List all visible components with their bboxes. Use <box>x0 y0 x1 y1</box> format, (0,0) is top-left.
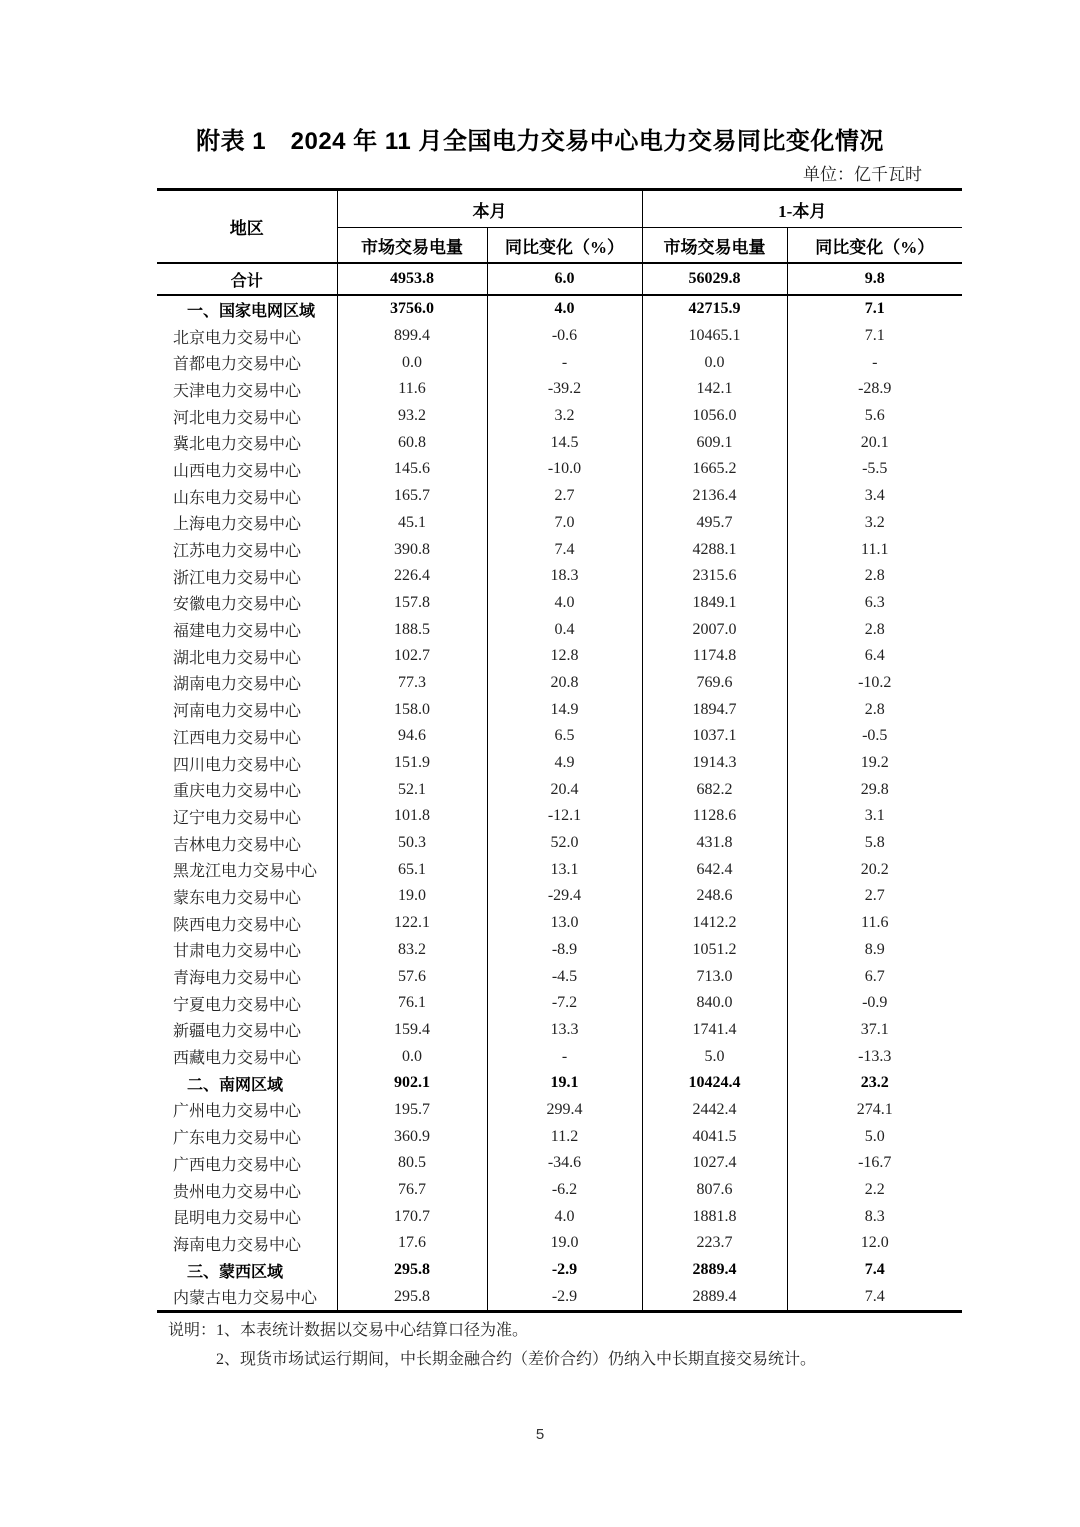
cumulative-volume-cell: 840.0 <box>642 990 787 1017</box>
table-row <box>157 295 962 323</box>
table-row <box>157 1203 962 1230</box>
month-yoy-cell: - <box>487 349 642 376</box>
month-volume-cell: 0.0 <box>337 349 487 376</box>
table-row <box>157 723 962 750</box>
table-row <box>157 830 962 857</box>
note-line: 2、现货市场试运行期间，中长期金融合约（差价合约）仍纳入中长期直接交易统计。 <box>216 1351 817 1368</box>
cumulative-volume-cell: 1881.8 <box>642 1203 787 1230</box>
cumulative-yoy-cell: 7.4 <box>787 1257 962 1284</box>
cumulative-volume-cell: 495.7 <box>642 510 787 537</box>
table-row <box>157 937 962 964</box>
month-yoy-cell: -6.2 <box>487 1177 642 1204</box>
cumulative-yoy-cell: 2.8 <box>787 616 962 643</box>
cumulative-yoy-cell: 11.1 <box>787 536 962 563</box>
region-cell: 河北电力交易中心 <box>173 409 302 427</box>
cumulative-volume-cell: 10424.4 <box>642 1070 787 1097</box>
month-volume-cell: 295.8 <box>337 1283 487 1311</box>
cumulative-yoy-cell: 20.2 <box>787 856 962 883</box>
table-row <box>157 563 962 590</box>
cumulative-volume-cell: 2007.0 <box>642 616 787 643</box>
region-cell: 陕西电力交易中心 <box>173 916 302 934</box>
cumulative-yoy-cell: 7.1 <box>787 295 962 323</box>
month-yoy-cell: 11.2 <box>487 1123 642 1150</box>
month-yoy-cell: 4.0 <box>487 1203 642 1230</box>
month-volume-cell: 76.7 <box>337 1177 487 1204</box>
table-row <box>157 483 962 510</box>
cumulative-volume-cell: 56029.8 <box>642 263 787 295</box>
page-number: 5 <box>535 1426 545 1443</box>
cumulative-yoy-cell: 5.6 <box>787 403 962 430</box>
cumulative-yoy-cell: 2.2 <box>787 1177 962 1204</box>
region-cell: 三、蒙西区域 <box>187 1263 284 1281</box>
cumulative-volume-cell: 1128.6 <box>642 803 787 830</box>
cumulative-yoy-cell: -13.3 <box>787 1043 962 1070</box>
cumulative-volume-cell: 431.8 <box>642 830 787 857</box>
month-volume-cell: 52.1 <box>337 776 487 803</box>
cumulative-yoy-cell: -0.9 <box>787 990 962 1017</box>
cumulative-yoy-cell: 2.8 <box>787 563 962 590</box>
cumulative-volume-cell: 642.4 <box>642 856 787 883</box>
cumulative-volume-cell: 1412.2 <box>642 910 787 937</box>
month-volume-cell: 0.0 <box>337 1043 487 1070</box>
month-volume-cell: 45.1 <box>337 510 487 537</box>
cumulative-yoy-cell: 7.1 <box>787 323 962 350</box>
cumulative-volume-cell: 1894.7 <box>642 696 787 723</box>
cumulative-yoy-cell: 3.4 <box>787 483 962 510</box>
month-yoy-cell: -29.4 <box>487 883 642 910</box>
cumulative-volume-cell: 1037.1 <box>642 723 787 750</box>
region-cell: 广东电力交易中心 <box>173 1130 302 1148</box>
table-row <box>157 429 962 456</box>
cumulative-yoy-cell: 37.1 <box>787 1017 962 1044</box>
cumulative-yoy-cell: 3.1 <box>787 803 962 830</box>
table-row <box>157 376 962 403</box>
month-yoy-cell: 14.9 <box>487 696 642 723</box>
month-volume-cell: 60.8 <box>337 429 487 456</box>
month-volume-cell: 102.7 <box>337 643 487 670</box>
region-cell: 宁夏电力交易中心 <box>173 996 302 1014</box>
region-cell: 合计 <box>157 263 337 295</box>
cumulative-yoy-cell: 12.0 <box>787 1230 962 1257</box>
month-yoy-cell: -10.0 <box>487 456 642 483</box>
region-cell: 首都电力交易中心 <box>173 356 302 374</box>
month-volume-cell: 165.7 <box>337 483 487 510</box>
table-row <box>157 1150 962 1177</box>
table-row <box>157 750 962 777</box>
cumulative-yoy-cell: 6.7 <box>787 963 962 990</box>
cumulative-volume-cell: 1914.3 <box>642 750 787 777</box>
month-volume-cell: 145.6 <box>337 456 487 483</box>
month-volume-cell: 93.2 <box>337 403 487 430</box>
region-cell: 吉林电力交易中心 <box>173 836 302 854</box>
region-cell: 广州电力交易中心 <box>173 1103 302 1121</box>
month-yoy-cell: 13.3 <box>487 1017 642 1044</box>
table-row <box>157 510 962 537</box>
month-yoy-cell: 2.7 <box>487 483 642 510</box>
region-cell: 河南电力交易中心 <box>173 703 302 721</box>
month-yoy-cell: - <box>487 1043 642 1070</box>
month-yoy-cell: 20.4 <box>487 776 642 803</box>
region-cell: 广西电力交易中心 <box>173 1156 302 1174</box>
cumulative-yoy-cell: -16.7 <box>787 1150 962 1177</box>
cumulative-volume-cell: 223.7 <box>642 1230 787 1257</box>
table-row <box>157 910 962 937</box>
month-yoy-cell: 4.9 <box>487 750 642 777</box>
cumulative-yoy-cell: 3.2 <box>787 510 962 537</box>
table-row <box>157 616 962 643</box>
table-row <box>157 403 962 430</box>
cumulative-volume-cell: 769.6 <box>642 670 787 697</box>
cumulative-volume-cell: 2889.4 <box>642 1283 787 1311</box>
month-yoy-cell: 12.8 <box>487 643 642 670</box>
month-yoy-cell: 4.0 <box>487 590 642 617</box>
cumulative-yoy-cell: 5.0 <box>787 1123 962 1150</box>
month-volume-cell: 170.7 <box>337 1203 487 1230</box>
month-volume-cell: 101.8 <box>337 803 487 830</box>
table-row <box>157 349 962 376</box>
cumulative-volume-cell: 1056.0 <box>642 403 787 430</box>
cumulative-yoy-cell: -10.2 <box>787 670 962 697</box>
month-volume-cell: 83.2 <box>337 937 487 964</box>
region-cell: 辽宁电力交易中心 <box>173 809 302 827</box>
cumulative-volume-cell: 609.1 <box>642 429 787 456</box>
region-cell: 山东电力交易中心 <box>173 489 302 507</box>
cumulative-volume-cell: 2889.4 <box>642 1257 787 1284</box>
cumulative-volume-cell: 2442.4 <box>642 1097 787 1124</box>
header-group-row <box>157 190 962 228</box>
region-cell: 冀北电力交易中心 <box>173 436 302 454</box>
table-row <box>157 1177 962 1204</box>
cumulative-volume-cell: 4288.1 <box>642 536 787 563</box>
column-header-cumulative: 1-本月 <box>642 190 962 228</box>
month-volume-cell: 11.6 <box>337 376 487 403</box>
table-row <box>157 1230 962 1257</box>
month-yoy-cell: 18.3 <box>487 563 642 590</box>
cumulative-yoy-cell: 6.3 <box>787 590 962 617</box>
cumulative-yoy-cell: 2.8 <box>787 696 962 723</box>
month-volume-cell: 76.1 <box>337 990 487 1017</box>
month-volume-cell: 4953.8 <box>337 263 487 295</box>
cumulative-volume-cell: 807.6 <box>642 1177 787 1204</box>
region-cell: 新疆电力交易中心 <box>173 1023 302 1041</box>
table-row <box>157 696 962 723</box>
table-row <box>157 263 962 295</box>
month-yoy-cell: 13.0 <box>487 910 642 937</box>
month-yoy-cell: 6.0 <box>487 263 642 295</box>
cumulative-volume-cell: 682.2 <box>642 776 787 803</box>
cumulative-volume-cell: 1027.4 <box>642 1150 787 1177</box>
unit-label: 单位：亿千瓦时 <box>803 165 922 184</box>
column-header-yoy-cumulative: 同比变化（%） <box>787 228 962 264</box>
region-cell: 黑龙江电力交易中心 <box>173 863 318 881</box>
column-header-current-month: 本月 <box>337 190 642 228</box>
cumulative-yoy-cell: 19.2 <box>787 750 962 777</box>
cumulative-volume-cell: 248.6 <box>642 883 787 910</box>
month-yoy-cell: -12.1 <box>487 803 642 830</box>
cumulative-yoy-cell: - <box>787 349 962 376</box>
month-volume-cell: 94.6 <box>337 723 487 750</box>
month-yoy-cell: 20.8 <box>487 670 642 697</box>
table-row <box>157 1043 962 1070</box>
month-volume-cell: 902.1 <box>337 1070 487 1097</box>
cumulative-volume-cell: 1665.2 <box>642 456 787 483</box>
month-volume-cell: 19.0 <box>337 883 487 910</box>
month-yoy-cell: -0.6 <box>487 323 642 350</box>
cumulative-volume-cell: 2315.6 <box>642 563 787 590</box>
table-row <box>157 456 962 483</box>
cumulative-yoy-cell: -28.9 <box>787 376 962 403</box>
table-row <box>157 536 962 563</box>
region-cell: 湖北电力交易中心 <box>173 649 302 667</box>
table-row <box>157 856 962 883</box>
table-row <box>157 1017 962 1044</box>
table-row <box>157 803 962 830</box>
month-yoy-cell: 7.0 <box>487 510 642 537</box>
cumulative-volume-cell: 0.0 <box>642 349 787 376</box>
cumulative-yoy-cell: 2.7 <box>787 883 962 910</box>
cumulative-yoy-cell: 8.3 <box>787 1203 962 1230</box>
cumulative-yoy-cell: -5.5 <box>787 456 962 483</box>
month-volume-cell: 151.9 <box>337 750 487 777</box>
cumulative-yoy-cell: 11.6 <box>787 910 962 937</box>
month-yoy-cell: 13.1 <box>487 856 642 883</box>
cumulative-yoy-cell: 6.4 <box>787 643 962 670</box>
region-cell: 江苏电力交易中心 <box>173 543 302 561</box>
cumulative-yoy-cell: 20.1 <box>787 429 962 456</box>
cumulative-yoy-cell: 8.9 <box>787 937 962 964</box>
month-volume-cell: 188.5 <box>337 616 487 643</box>
month-yoy-cell: 19.1 <box>487 1070 642 1097</box>
region-cell: 贵州电力交易中心 <box>173 1183 302 1201</box>
month-yoy-cell: 299.4 <box>487 1097 642 1124</box>
table-row <box>157 590 962 617</box>
table-row <box>157 1257 962 1284</box>
region-cell: 天津电力交易中心 <box>173 382 302 400</box>
note-line: 说明：1、本表统计数据以交易中心结算口径为准。 <box>168 1322 529 1339</box>
region-cell: 蒙东电力交易中心 <box>173 889 302 907</box>
table-row <box>157 990 962 1017</box>
cumulative-volume-cell: 10465.1 <box>642 323 787 350</box>
column-header-region: 地区 <box>157 190 337 264</box>
cumulative-volume-cell: 1741.4 <box>642 1017 787 1044</box>
region-cell: 北京电力交易中心 <box>173 329 302 347</box>
region-cell: 内蒙古电力交易中心 <box>173 1290 318 1308</box>
table-row <box>157 643 962 670</box>
month-volume-cell: 360.9 <box>337 1123 487 1150</box>
table-row <box>157 1097 962 1124</box>
month-yoy-cell: 19.0 <box>487 1230 642 1257</box>
region-cell: 湖南电力交易中心 <box>173 676 302 694</box>
cumulative-volume-cell: 713.0 <box>642 963 787 990</box>
month-volume-cell: 65.1 <box>337 856 487 883</box>
table-row <box>157 1123 962 1150</box>
month-yoy-cell: 52.0 <box>487 830 642 857</box>
month-yoy-cell: -7.2 <box>487 990 642 1017</box>
cumulative-volume-cell: 142.1 <box>642 376 787 403</box>
month-yoy-cell: -34.6 <box>487 1150 642 1177</box>
month-yoy-cell: 4.0 <box>487 295 642 323</box>
region-cell: 甘肃电力交易中心 <box>173 943 302 961</box>
month-volume-cell: 226.4 <box>337 563 487 590</box>
region-cell: 浙江电力交易中心 <box>173 569 302 587</box>
table-row <box>157 323 962 350</box>
table-row <box>157 1283 962 1311</box>
month-volume-cell: 122.1 <box>337 910 487 937</box>
month-yoy-cell: 6.5 <box>487 723 642 750</box>
cumulative-yoy-cell: 23.2 <box>787 1070 962 1097</box>
month-yoy-cell: 0.4 <box>487 616 642 643</box>
month-volume-cell: 158.0 <box>337 696 487 723</box>
cumulative-yoy-cell: 7.4 <box>787 1283 962 1311</box>
cumulative-yoy-cell: 5.8 <box>787 830 962 857</box>
cumulative-volume-cell: 1174.8 <box>642 643 787 670</box>
table-body <box>157 263 962 1312</box>
region-cell: 一、国家电网区域 <box>187 302 316 320</box>
month-volume-cell: 195.7 <box>337 1097 487 1124</box>
region-cell: 四川电力交易中心 <box>173 756 302 774</box>
table-row <box>157 1070 962 1097</box>
month-yoy-cell: -8.9 <box>487 937 642 964</box>
region-cell: 江西电力交易中心 <box>173 729 302 747</box>
table-row <box>157 670 962 697</box>
month-volume-cell: 157.8 <box>337 590 487 617</box>
region-cell: 山西电力交易中心 <box>173 462 302 480</box>
region-cell: 海南电力交易中心 <box>173 1236 302 1254</box>
cumulative-volume-cell: 1051.2 <box>642 937 787 964</box>
region-cell: 重庆电力交易中心 <box>173 783 302 801</box>
month-yoy-cell: 14.5 <box>487 429 642 456</box>
region-cell: 福建电力交易中心 <box>173 623 302 641</box>
month-volume-cell: 80.5 <box>337 1150 487 1177</box>
month-yoy-cell: -39.2 <box>487 376 642 403</box>
month-volume-cell: 159.4 <box>337 1017 487 1044</box>
table-row <box>157 776 962 803</box>
cumulative-yoy-cell: 29.8 <box>787 776 962 803</box>
column-header-volume-month: 市场交易电量 <box>337 228 487 264</box>
month-volume-cell: 50.3 <box>337 830 487 857</box>
table-row <box>157 963 962 990</box>
month-yoy-cell: -4.5 <box>487 963 642 990</box>
month-volume-cell: 57.6 <box>337 963 487 990</box>
month-yoy-cell: 7.4 <box>487 536 642 563</box>
column-header-volume-cumulative: 市场交易电量 <box>642 228 787 264</box>
table-row <box>157 883 962 910</box>
month-yoy-cell: -2.9 <box>487 1257 642 1284</box>
month-yoy-cell: 3.2 <box>487 403 642 430</box>
month-volume-cell: 17.6 <box>337 1230 487 1257</box>
month-volume-cell: 295.8 <box>337 1257 487 1284</box>
table-notes <box>168 1316 928 1374</box>
month-volume-cell: 390.8 <box>337 536 487 563</box>
page-title: 附表 1 2024 年 11 月全国电力交易中心电力交易同比变化情况 <box>196 128 884 155</box>
month-volume-cell: 3756.0 <box>337 295 487 323</box>
month-volume-cell: 899.4 <box>337 323 487 350</box>
cumulative-yoy-cell: 9.8 <box>787 263 962 295</box>
cumulative-volume-cell: 2136.4 <box>642 483 787 510</box>
region-cell: 昆明电力交易中心 <box>173 1210 302 1228</box>
cumulative-volume-cell: 42715.9 <box>642 295 787 323</box>
column-header-yoy-month: 同比变化（%） <box>487 228 642 264</box>
region-cell: 青海电力交易中心 <box>173 970 302 988</box>
cumulative-volume-cell: 1849.1 <box>642 590 787 617</box>
region-cell: 西藏电力交易中心 <box>173 1050 302 1068</box>
region-cell: 安徽电力交易中心 <box>173 596 302 614</box>
cumulative-volume-cell: 5.0 <box>642 1043 787 1070</box>
power-trading-table <box>157 188 962 1313</box>
region-cell: 二、南网区域 <box>187 1076 284 1094</box>
cumulative-yoy-cell: 274.1 <box>787 1097 962 1124</box>
month-volume-cell: 77.3 <box>337 670 487 697</box>
cumulative-volume-cell: 4041.5 <box>642 1123 787 1150</box>
cumulative-yoy-cell: -0.5 <box>787 723 962 750</box>
month-yoy-cell: -2.9 <box>487 1283 642 1311</box>
region-cell: 上海电力交易中心 <box>173 516 302 534</box>
